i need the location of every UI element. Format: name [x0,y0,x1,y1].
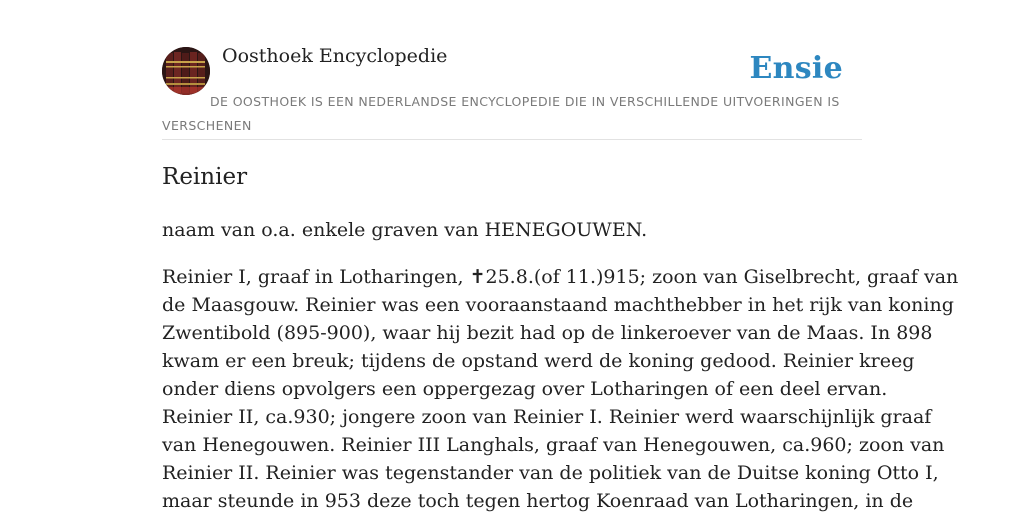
page-container [162,0,959,512]
body-line: onder diens opvolgers een oppergezag over Lotharingen of een deel ervan. [162,378,888,400]
article-intro: naam van o.a. enkele graven van HENEGOUWEN. [162,219,648,241]
site-header [162,0,862,140]
body-line: de Maasgouw. Reinier was een vooraanstaand machthebber in het rijk van koning [162,294,954,316]
site-tagline: DE OOSTHOEK IS EEN NEDERLANDSE ENCYCLOPEDIE DIE IN VERSCHILLENDE UITVOERINGEN IS VERSCHENEN [162,94,840,133]
body-line: Reinier I, graaf in Lotharingen, ✝25.8.(of 11.)915; zoon van Giselbrecht, graaf van [162,266,959,288]
article-title: Reinier [162,164,248,190]
body-line: maar steunde in 953 deze toch tegen hertog Koenraad van Lotharingen, in de [162,490,914,512]
body-line: Zwentibold (895-900), waar hij bezit had op de linkeroever van de Maas. In 898 [162,322,933,344]
encyclopedia-books-icon[interactable] [162,47,210,95]
body-line: Reinier II, ca.930; jongere zoon van Reinier I. Reinier werd waarschijnlijk graaf [162,406,932,428]
site-title-link[interactable]: Oosthoek Encyclopedie [222,45,448,67]
body-line: van Henegouwen. Reinier III Langhals, graaf van Henegouwen, ca.960; zoon van [162,434,945,456]
body-line: Reinier II. Reinier was tegenstander van de politiek van de Duitse koning Otto I, [162,462,939,484]
article-body [162,263,959,512]
body-line: kwam er een breuk; tijdens de opstand werd de koning gedood. Reinier kreeg [162,350,915,372]
ensie-brand-logo[interactable]: Ensie [749,51,843,86]
